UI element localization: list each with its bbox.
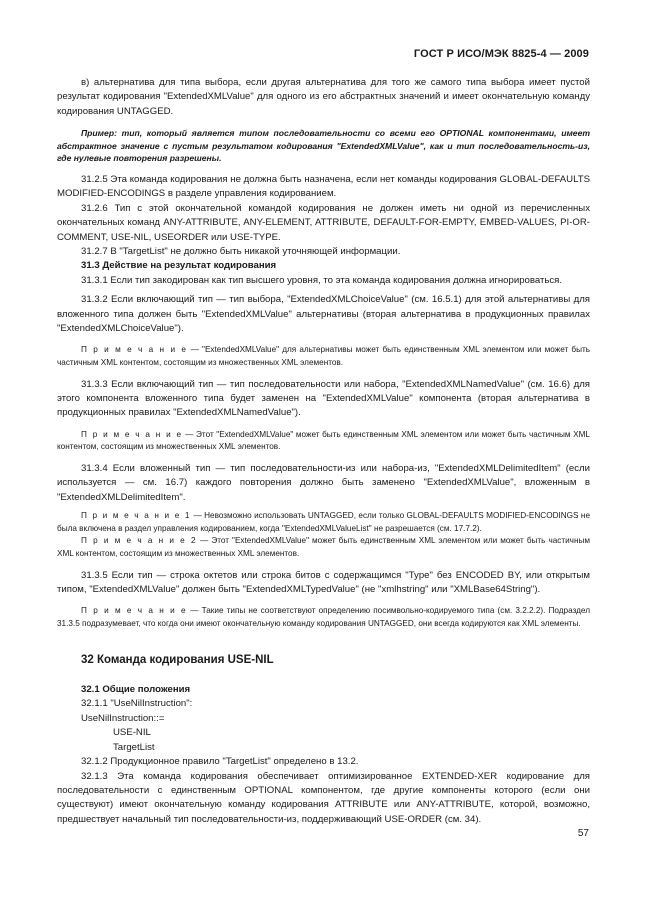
note-label: П р и м е ч а н и е 1 bbox=[81, 511, 192, 521]
paragraph-31-3-2: 31.3.2 Если включающий тип — тип выбора, "ExtendedXMLChoiceValue" (см. 16.5.1) для этой альтернативы для вложенного типа должен быть "ExtendedXMLValue" альтернативы (вторая альтернатива в продукционных правилах "ExtendedXMLChoiceValue"). bbox=[57, 294, 590, 335]
note bbox=[57, 429, 590, 454]
note bbox=[57, 605, 590, 630]
paragraph-31-3-5: 31.3.5 Если тип — строка октетов или строка битов с содержащимся "Type" без ENCODED BY, или открытым типом, "ExtendedXMLValue" должен быть "ExtendedXMLTypedValue" (не "xmlhstring" или "XMLBase64String"). bbox=[57, 569, 590, 596]
note-text: — Этот "ExtendedXMLValue" может быть единственным XML элементом или может быть частичным XML контентом, состоящим из множественных XML элементов. bbox=[57, 429, 590, 452]
paragraph-31-2-5: 31.2.5 Эта команда кодирования не должна быть назначена, если нет команды кодирования GLOBAL-DEFAULTS MODIFIED-ENCODINGS в разделе управления кодированием. bbox=[57, 174, 590, 200]
paragraph-32-1-3: 32.1.3 Эта команда кодирования обеспечивает оптимизированное EXTENDED-XER кодирование для последовательности с единственным OPTIONAL компонентом, где другие компоненты которого (если они существуют) имеют окончательную команду кодирования ATTRIBUTE или ANY-ATTRIBUTE, которой, возможно, предшествует начальный тип последовательности-из, поддерживающий USE-ORDER (см. 34). bbox=[57, 770, 590, 825]
note-text: — "ExtendedXMLValue" для альтернативы может быть единственным XML элементом или может быть частичным XML контентом, состоящим из множественных XML элементов. bbox=[57, 345, 590, 368]
paragraph-31-3-4: 31.3.4 Если вложенный тип — тип последовательности-из или набора-из, "ExtendedXMLDelimitedItem" (если используется — см. 16.7) каждого повторения должно быть заменено "ExtendedXMLValue", вложенным в "ExtendedXMLDelimitedItem". bbox=[57, 463, 590, 503]
note-label: П р и м е ч а н и е bbox=[81, 429, 183, 439]
note bbox=[57, 510, 590, 535]
section-heading-32: 32 Команда кодирования USE-NIL bbox=[81, 653, 274, 666]
paragraph-31-3-1: 31.3.1 Если тип закодирован как тип высшего уровня, то эта команда кодирования должна игнорироваться. bbox=[81, 274, 563, 286]
production-item: USE-NIL bbox=[113, 727, 151, 739]
note-text: — Такие типы не соответствуют определению посимвольно-кодируемого типа (см. 3.2.2.2). Подраздел 31.3.5 подразумевает, что когда они имеют окончательную команду кодирования UNTAGGED, они всегда кодируются как XML элементы. bbox=[57, 606, 590, 629]
note bbox=[57, 344, 590, 369]
note-label: П р и м е ч а н и е bbox=[81, 606, 188, 616]
paragraph-31-2-6: 31.2.6 Тип с этой окончательной командой кодирования не должен иметь ни одной из перечисленных окончательных команд ANY-ATTRIBUTE, ANY-ELEMENT, ATTRIBUTE, DEFAULT-FOR-EMPTY, EMBED-VALUES, PI-OR-COMMENT, USE-NIL, USEORDER или USE-TYPE. bbox=[57, 202, 590, 243]
note bbox=[57, 535, 590, 560]
note-text: — Этот "ExtendedXMLValue" может быть единственным XML элементом или может быть частичным XML контентом, состоящим из множественных XML элементов. bbox=[57, 536, 590, 559]
note-label: П р и м е ч а н и е 2 bbox=[81, 536, 198, 546]
paragraph-32-1-1: 32.1.1 "UseNilInstruction": bbox=[81, 698, 193, 710]
paragraph-31-3-3: 31.3.3 Если включающий тип — тип последовательности или набора, "ExtendedXMLNamedValue" (см. 16.6) для этого компонента вложенного типа будет заменен на "ExtendedXMLValue" компонента (вторая альтернатива в продукционных правилах "ExtendedXMLNamedValue"). bbox=[57, 378, 590, 419]
document-body bbox=[57, 76, 590, 827]
note-label: П р и м е ч а н и е bbox=[81, 345, 188, 355]
example-paragraph: Пример: тип, который является типом последовательности со всеми его OPTIONAL компонентами, имеет абстрактное значение с пустым результатом кодирования "ExtendedXMLValue", как и тип последовательность-из, где нулевые повторения разрешены. bbox=[57, 128, 590, 164]
paragraph-31-2-7: 31.2.7 В "TargetList" не должно быть никакой уточняющей информации. bbox=[81, 246, 401, 258]
document-header: ГОСТ Р ИСО/МЭК 8825-4 — 2009 bbox=[413, 48, 589, 60]
page-number: 57 bbox=[577, 828, 589, 839]
note-text: — Невозможно использовать UNTAGGED, если только GLOBAL-DEFAULTS MODIFIED-ENCODINGS не была включена в раздел управления кодированием, когда "ExtendedXMLValueList" не разрешается (см. 17.7.2). bbox=[57, 511, 590, 533]
paragraph: в) альтернатива для типа выбора, если другая альтернатива для того же самого типа выбора имеет пустой результат кодирования "ExtendedXMLValue" для одного из его абстрактных значений и имеет окончательную команду кодирования UNTAGGED. bbox=[57, 77, 590, 117]
subsection-heading-31-3: 31.3 Действие на результат кодирования bbox=[81, 260, 277, 272]
paragraph-32-1-2: 32.1.2 Продукционное правило "TargetList" определено в 13.2. bbox=[81, 756, 359, 768]
subsection-heading-32-1: 32.1 Общие положения bbox=[81, 684, 191, 696]
production-item: TargetList bbox=[113, 741, 155, 753]
production-rule: UseNilInstruction::= bbox=[81, 712, 165, 724]
